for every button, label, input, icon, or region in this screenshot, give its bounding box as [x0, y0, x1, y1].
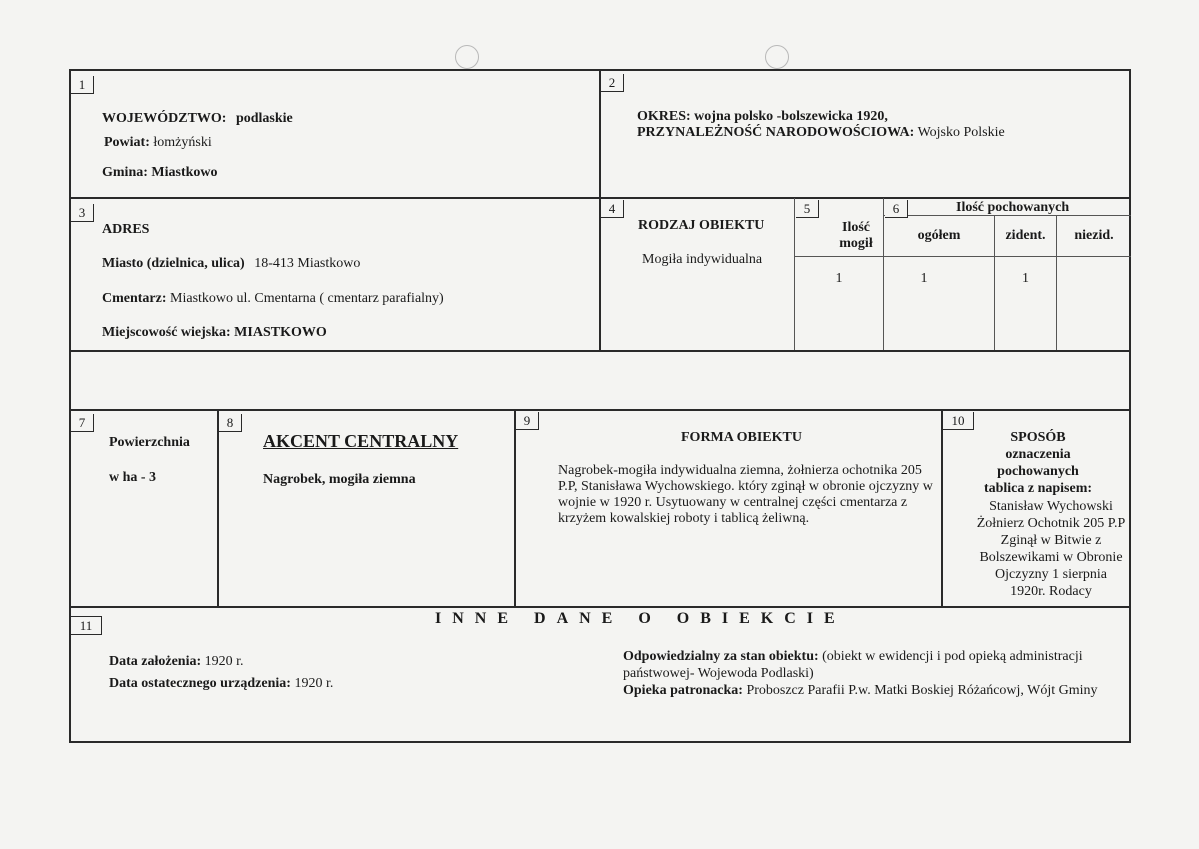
- cell-number-1: 1: [71, 76, 94, 94]
- cell-number-11: 11: [71, 616, 102, 635]
- akcent-centralny-value: Nagrobek, mogiła ziemna: [263, 472, 416, 487]
- przynaleznosc-label: PRZYNALEŻNOŚĆ NARODOWOŚCIOWA:: [637, 125, 915, 140]
- miejscowosc-row: Miejscowość wiejska: MIASTKOWO: [102, 325, 327, 340]
- forma-obiektu-title: FORMA OBIEKTU: [681, 430, 802, 445]
- wojewodztwo-row: [102, 111, 293, 127]
- forma-obiektu-text: Nagrobek-mogiła indywidualna ziemna, żołnierza ochotnika 205 P.P, Stanisława Wychowskiego. który zginął w obronie ojczyzny w wojnie w 1920 r. Usytuowany w centralnej części cmentarza z krzyżem kowalskiej roboty i tablicą żeliwną.: [558, 463, 933, 526]
- okres-row: OKRES: wojna polsko -bolszewicka 1920,: [637, 109, 888, 124]
- cell-number-3: 3: [71, 204, 94, 222]
- ilosc-mogil-title-2: mogił: [839, 236, 873, 251]
- ilosc-mogil-value: 1: [835, 271, 843, 286]
- divider: [217, 410, 219, 607]
- miasto-value: 18-413 Miastkowo: [254, 256, 361, 271]
- cmentarz-label: Cmentarz:: [102, 291, 167, 306]
- wojewodztwo-label: WOJEWÓDZTWO:: [102, 111, 227, 126]
- wojewodztwo-value: podlaskie: [235, 111, 293, 126]
- adres-title: ADRES: [102, 222, 150, 237]
- cell-number-9: 9: [516, 412, 539, 430]
- ilosc-pochowanych-title: Ilość pochowanych: [956, 200, 1070, 215]
- cmentarz-row: [102, 291, 444, 307]
- miasto-row: [102, 256, 360, 272]
- pochowani-ogolem-header: ogółem: [917, 228, 961, 243]
- pochowani-zident-header: zident.: [1005, 228, 1046, 243]
- punch-hole-right: [765, 45, 789, 69]
- pochowani-zident-value: 1: [1022, 271, 1029, 286]
- pochowani-ogolem-value: 1: [920, 271, 928, 286]
- opieka-patronacka-label: Opieka patronacka:: [623, 683, 743, 698]
- data-zalozenia-label: Data założenia:: [109, 654, 202, 669]
- ilosc-mogil-title-1: Ilość: [842, 220, 870, 235]
- divider: [69, 606, 1131, 608]
- cell-number-4: 4: [601, 200, 624, 218]
- inne-dane-heading: INNE DANE O OBIEKCIE: [435, 610, 846, 627]
- powiat-value: łomżyński: [153, 135, 212, 150]
- punch-hole-left: [455, 45, 479, 69]
- rodzaj-obiektu-value: Mogiła indywidualna: [642, 252, 763, 267]
- cell-number-10: 10: [943, 412, 974, 430]
- divider: [941, 410, 943, 607]
- cell-number-6: 6: [885, 200, 908, 218]
- przynaleznosc-row: [637, 125, 1005, 141]
- data-urzadzenia-value: 1920 r.: [294, 676, 334, 691]
- divider: [794, 256, 1131, 257]
- cell-number-5: 5: [796, 200, 819, 218]
- akcent-centralny-title: AKCENT CENTRALNY: [263, 431, 459, 451]
- przynaleznosc-value: Wojsko Polskie: [917, 125, 1005, 140]
- opieka-patronacka-row: [623, 682, 1123, 699]
- cell-number-7: 7: [71, 414, 94, 432]
- sposob-title-1: SPOSÓB: [1010, 430, 1066, 445]
- pochowani-niezid-header: niezid.: [1074, 228, 1114, 243]
- miasto-label: Miasto (dzielnica, ulica): [102, 256, 245, 271]
- odpowiedzialny-value: (obiekt w ewidencji i pod opieką administracji państwowej- Wojewoda Podlaski): [623, 649, 1083, 681]
- divider: [69, 409, 1131, 411]
- rodzaj-obiektu-title: RODZAJ OBIEKTU: [638, 218, 765, 233]
- cell-number-8: 8: [219, 414, 242, 432]
- powiat-row: [104, 135, 212, 151]
- opieka-patronacka-value: Proboszcz Parafii P.w. Matki Boskiej Różańcowj, Wójt Gminy: [746, 683, 1098, 698]
- cmentarz-value: Miastkowo ul. Cmentarna ( cmentarz parafialny): [170, 291, 444, 306]
- data-zalozenia-value: 1920 r.: [204, 654, 244, 669]
- data-urzadzenia-label: Data ostatecznego urządzenia:: [109, 676, 291, 691]
- divider: [514, 410, 516, 607]
- sposob-title-2: oznaczenia: [1005, 447, 1071, 462]
- powiat-label: Powiat:: [104, 135, 150, 150]
- data-zalozenia-row: [109, 654, 244, 670]
- cell-number-2: 2: [601, 74, 624, 92]
- gmina-row: Gmina: Miastkowo: [102, 165, 218, 180]
- sposob-title-3: pochowanych: [997, 464, 1079, 479]
- data-urzadzenia-row: [109, 676, 333, 692]
- powierzchnia-title: Powierzchnia: [109, 435, 190, 450]
- tablica-napis-text: Stanisław Wychowski Żołnierz Ochotnik 205 P.P Zginął w Bitwie z Bolszewikami w Obronie Ojczyzny 1 sierpnia 1920r. Rodacy: [976, 499, 1126, 599]
- powierzchnia-value: w ha - 3: [109, 470, 157, 485]
- odpowiedzialny-label: Odpowiedzialny za stan obiektu:: [623, 649, 819, 664]
- odpowiedzialny-row: [623, 648, 1123, 682]
- sposob-title-4: tablica z napisem:: [983, 481, 1093, 496]
